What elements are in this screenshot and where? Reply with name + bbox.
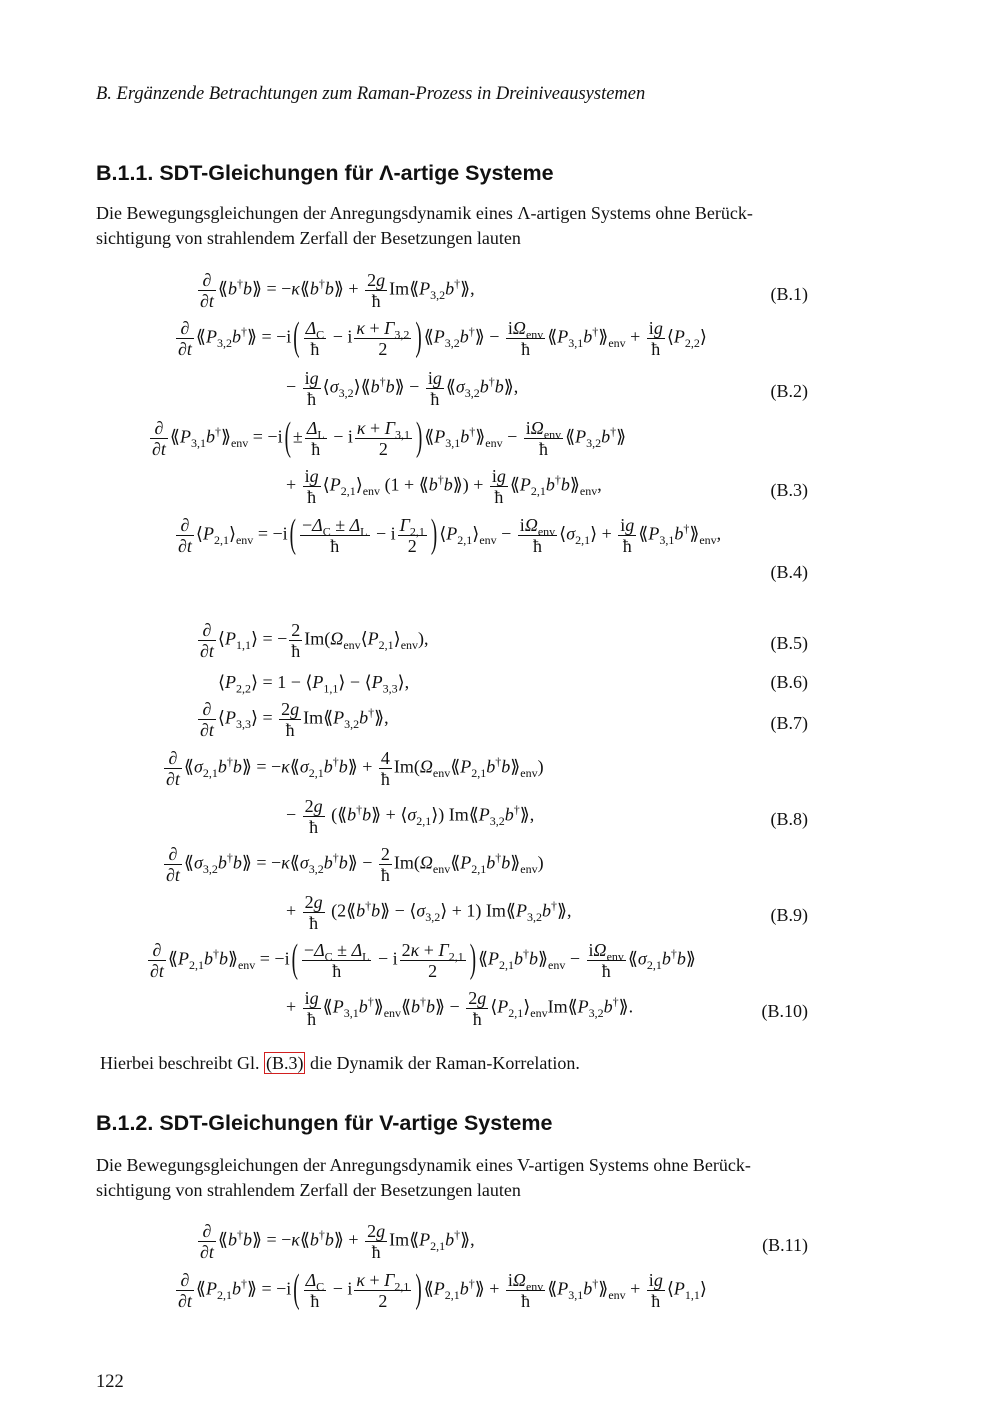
equation-b9-line1: $\frac{\partial}{\partial t}$ $⟪\sigma_{3,2}b^\dagger b⟫$ = $-\kappa⟪\sigma_{3,2}b^\dagger b⟫$ − $\frac{2}{ħ}$ $Im(\Omega_{env}⟪P_{2,1}b^\dagger b⟫_{env})$ (166, 844, 544, 885)
intro-line: Die Bewegungsgleichungen der Anregungsdynamik eines Λ-artigen Systems ohne Berück- (96, 203, 753, 223)
equation-number: (B.10) (761, 1001, 808, 1021)
remark-paragraph (100, 1051, 822, 1076)
equation-number: (B.11) (762, 1235, 808, 1255)
equation-reference-link[interactable]: (B.3) (265, 1053, 304, 1073)
equation-b6: $⟨P_{2,2}⟩ = 1$ − $⟨P_{1,1}⟩$ − $⟨P_{3,3}⟩$, (218, 672, 410, 696)
section-heading-v: B.1.2. SDT-Gleichungen für V-artige Systeme (96, 1111, 553, 1135)
section-heading-lambda: B.1.1. SDT-Gleichungen für Λ-artige Systeme (96, 161, 554, 185)
section-intro-lambda (96, 201, 818, 251)
equation-b11: $\frac{\partial}{\partial t}$ ⟪b†b⟫ = −κ⟪b†b⟫ + $\frac{2g}{ħ}$ $Im⟪P_{2,1}b^\dagger⟫$, (200, 1221, 475, 1262)
equation-b9-line2: + $\frac{2g}{ħ}$ (2⟪b†b⟫ − $⟨\sigma_{3,2}⟩ + 1$) $Im⟪P_{3,2}b^\dagger⟫$, (286, 892, 572, 933)
equation-number: (B.2) (770, 381, 808, 401)
equation-number: (B.6) (770, 672, 808, 692)
equation-b3-line1: $\frac{\partial}{\partial t}$ $⟪P_{3,1}b^\dagger⟫_{env} = -i$ ( ± $\frac{\Delta_L}{ħ}$ − i $\frac{\kappa + \Gamma_{3,1}}{2}$ ) $⟪P_{3,1}b^\dagger⟫_{env}$ − $\frac{i\Omega_{env}}{ħ}$ $⟪P_{3,2}b^\dagger⟫$ (152, 415, 627, 460)
equation-b10-line2: + $\frac{ig}{ħ}$ $⟪P_{3,1}b^\dagger⟫_{env}⟪b^\dagger b⟫$ − $\frac{2g}{ħ}$ $⟨P_{2,1}⟩_{env}Im⟪P_{3,2}b^\dagger⟫$. (286, 988, 634, 1029)
intro-line: sichtigung von strahlendem Zerfall der Besetzungen lauten (96, 228, 521, 248)
equation-b4: $\frac{\partial}{\partial t}$ $⟨P_{2,1}⟩_{env} = -i$ ( $\frac{-\Delta_C \pm \Delta_L}{ħ}$ − i $\frac{\Gamma_{2,1}}{2}$ ) $⟨P_{2,1}⟩_{env}$ − $\frac{i\Omega_{env}}{ħ}$ $⟨\sigma_{2,1}⟩$ + $\frac{ig}{ħ}$ $⟪P_{3,1}b^\dagger⟫_{env}$, (178, 512, 722, 557)
running-header: B. Ergänzende Betrachtungen zum Raman-Prozess in Dreiniveausystemen (96, 84, 646, 104)
equation-b7: $\frac{\partial}{\partial t}$ $⟨P_{3,3}⟩$ = $\frac{2g}{ħ}$ $Im⟪P_{3,2}b^\dagger⟫$, (200, 699, 389, 740)
equation-b10-line1: $\frac{\partial}{\partial t}$ $⟪P_{2,1}b^\dagger b⟫_{env} = -i$ ( $\frac{-\Delta_C \pm \Delta_L}{ħ}$ − i $\frac{2\kappa + \Gamma_{2,1}}{2}$ ) $⟪P_{2,1}b^\dagger b⟫_{env}$ − $\frac{i\Omega_{env}}{ħ}$ $⟪\sigma_{2,1}b^\dagger b⟫$ (150, 937, 696, 982)
page-number: 122 (96, 1372, 124, 1392)
equation-number: (B.1) (770, 284, 808, 304)
equation-number: (B.9) (770, 905, 808, 925)
equation-b12-partial: $\frac{\partial}{\partial t}$ $⟪P_{2,1}b^\dagger⟫ = -i$ ( $\frac{\Delta_C}{ħ}$ − i $\frac{\kappa + \Gamma_{2,1}}{2}$ ) $⟪P_{2,1}b^\dagger⟫$ + $\frac{i\Omega_{env}}{ħ}$ $⟪P_{3,1}b^\dagger⟫_{env}$ + $\frac{ig}{ħ}$ $⟨P_{1,1}⟩$ (178, 1267, 707, 1312)
equation-number: (B.4) (770, 562, 808, 582)
section-intro-v (96, 1153, 818, 1203)
equation-b2-line1: $\frac{\partial}{\partial t}$ $⟪P_{3,2}b^\dagger⟫ = -i$ ( $\frac{\Delta_C}{ħ}$ − i $\frac{\kappa + \Gamma_{3,2}}{2}$ ) $⟪P_{3,2}b^\dagger⟫$ − $\frac{i\Omega_{env}}{ħ}$ $⟪P_{3,1}b^\dagger⟫_{env}$ + $\frac{ig}{ħ}$ $⟨P_{2,2}⟩$ (178, 315, 707, 360)
intro-line: Die Bewegungsgleichungen der Anregungsdynamik eines V-artigen Systems ohne Berück- (96, 1155, 751, 1175)
equation-number: (B.8) (770, 809, 808, 829)
equation-b8-line1: $\frac{\partial}{\partial t}$ $⟪\sigma_{2,1}b^\dagger b⟫$ = $-\kappa⟪\sigma_{2,1}b^\dagger b⟫$ + $\frac{4}{ħ}$ $Im(\Omega_{env}⟪P_{2,1}b^\dagger b⟫_{env})$ (166, 748, 544, 789)
equation-b5: $\frac{\partial}{\partial t}$ $⟨P_{1,1}⟩$ = − $\frac{2}{ħ}$ $Im(\Omega_{env}⟨P_{2,1}⟩_{env})$, (200, 620, 429, 661)
remark-text-before: Hierbei beschreibt Gl. (100, 1053, 264, 1073)
equation-b8-line2: − $\frac{2g}{ħ}$ (⟪b†b⟫ + $⟨\sigma_{2,1}⟩$) $Im⟪P_{3,2}b^\dagger⟫$, (286, 796, 535, 837)
equation-b1: $\frac{\partial}{\partial t}$ ⟪b†b⟫ = −κ⟪b†b⟫ + $\frac{2g}{ħ}$ $Im⟪P_{3,2}b^\dagger⟫$, (200, 270, 475, 311)
remark-text-after: die Dynamik der Raman-Korrelation. (305, 1053, 580, 1073)
equation-number: (B.3) (770, 480, 808, 500)
intro-line: sichtigung von strahlendem Zerfall der Besetzungen lauten (96, 1180, 521, 1200)
equation-number: (B.7) (770, 713, 808, 733)
equation-b3-line2: + $\frac{ig}{ħ}$ $⟨P_{2,1}⟩_{env}$ (1 + ⟪b†b⟫) + $\frac{ig}{ħ}$ $⟪P_{2,1}b^\dagger b⟫_{env}$, (286, 466, 602, 507)
equation-b2-line2: − $\frac{ig}{ħ}$ $⟨\sigma_{3,2}⟩⟪b^\dagger b⟫$ − $\frac{ig}{ħ}$ $⟪\sigma_{3,2}b^\dagger b⟫$, (286, 368, 519, 409)
equation-number: (B.5) (770, 633, 808, 653)
